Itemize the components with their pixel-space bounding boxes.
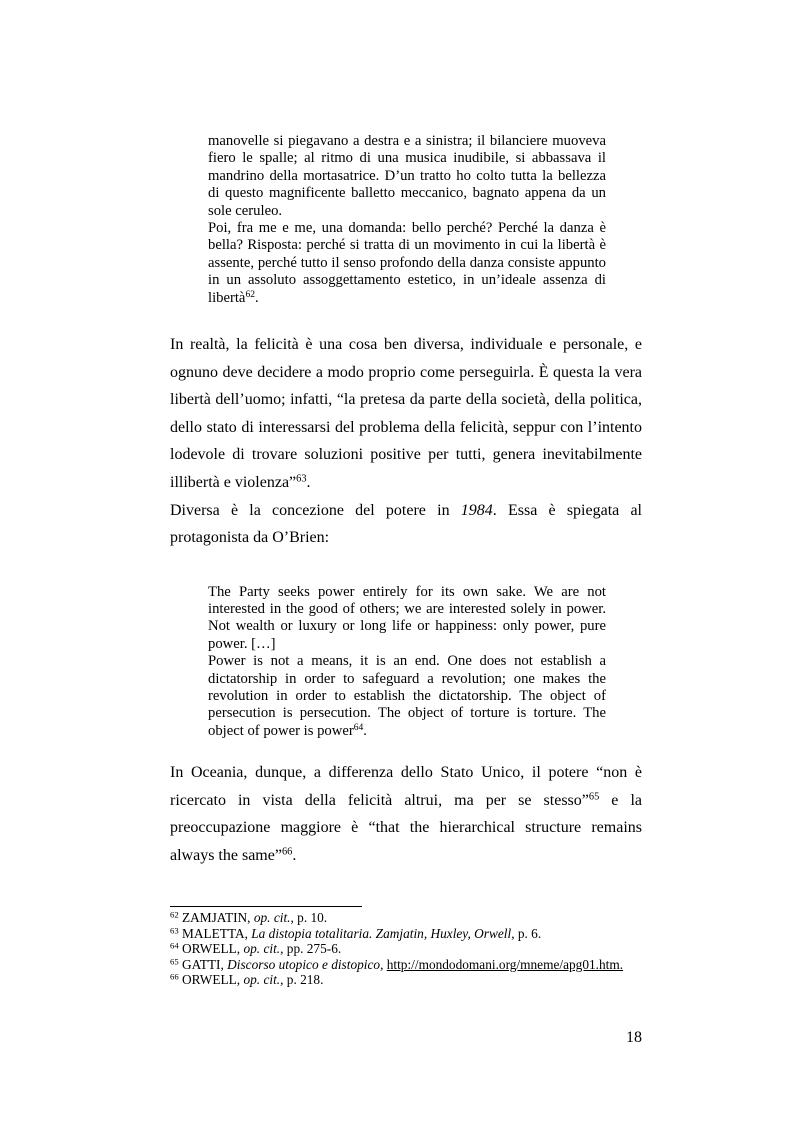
body-line: In Oceania, dunque, a differenza dello Stato Unico, il potere “non è [170,764,642,781]
body-text: . [306,473,311,491]
footnote-title: op. cit. [243,941,281,956]
footnote-number: 65 [170,955,179,966]
quote-line [208,290,606,307]
body-line: libertà dell’uomo; infatti, “la pretesa da parte della società, della politica, [170,391,642,409]
footnote-ref: 62 [245,289,255,300]
body-line: lodevole di trovare soluzioni positive per tutti, genera inevitabilmente [170,446,642,464]
block-quote-2 [208,584,606,741]
footnote-rest: , p. 218. [280,972,324,987]
footnote [170,957,642,973]
body-text: always the same” [170,846,282,864]
body-line [170,497,642,525]
footnote-author: MALETTA, [182,925,252,941]
quote-line: fiero le spalle; al ritmo di una musica inudibile, si abbassava il [208,150,606,167]
quote-text: libertà [208,289,246,306]
quote-line: Power is not a means, it is an end. One does not establish a [208,653,606,670]
body-text: ricercato in vista della felicità altrui, ma per se stesso” [170,791,589,809]
footnote [170,910,642,926]
footnote-rest: , [380,956,387,972]
body-line: ognuno deve decidere a modo proprio come perseguirla. È questa la vera [170,363,642,381]
quote-line: The Party seeks power entirely for its own sake. We are not [208,583,606,600]
quote-text: . [363,722,367,739]
footnote-rest: , pp. 275-6. [280,941,342,956]
body-text: . [292,846,297,864]
footnote [170,926,642,942]
quote-text: . [254,289,259,306]
quote-line [208,723,606,740]
body-line: In realtà, la felicità è una cosa ben diversa, individuale e personale, e [170,336,642,353]
block-quote-1 [208,133,606,307]
footnote-number: 62 [170,909,179,920]
footnote-link[interactable]: http://mondodomani.org/mneme/apg01.htm. [386,956,624,972]
book-title: 1984 [460,501,493,519]
footnote-title: Discorso utopico e distopico [227,956,381,972]
quote-line: assente, perché tutto il senso profondo della danza consiste appunto [208,254,606,271]
footnote-number: 64 [170,940,179,951]
quote-line: interested in the good of others; we are interested solely in power. [208,600,606,617]
footnote-author: GATTI, [182,956,228,972]
quote-line: dictatorship in order to safeguard a revolution; one makes the [208,670,606,687]
page-number: 18 [626,1029,642,1046]
body-line: dello stato di interessarsi del problema della felicità, seppur con l’intento [170,418,642,436]
footnotes [170,910,642,988]
body-text: Diversa è la concezione del potere in [170,501,461,519]
footnote-title: op. cit. [253,910,291,925]
quote-line: Not wealth or luxury or long life or happiness: only power, pure [208,618,606,635]
footnote-author: ORWELL, [182,972,244,987]
footnote-author: ZAMJATIN, [182,910,254,925]
body-text: . Essa è spiegata al [492,501,643,519]
quote-line: di questo magnificente balletto meccanico, bagnato appena da un [208,185,606,202]
footnote [170,941,642,957]
footnote-number: 63 [170,924,179,935]
footnote-rest: , p. 10. [290,910,328,925]
quote-line: mandrino della mortasatrice. D’un tratto ho colto tutta la bellezza [208,167,606,184]
body-line [170,842,642,870]
footnote-ref: 63 [296,473,307,485]
body-line [170,787,642,815]
footnote-ref: 64 [353,722,364,733]
footnote-ref: 66 [281,846,293,858]
body-line: protagonista da O’Brien: [170,529,330,547]
quote-line: bella? Risposta: perché si tratta di un movimento in cui la libertà è [208,237,606,254]
quote-line: sole ceruleo. [208,202,283,219]
footnote-title: La distopia totalitaria. Zamjatin, Huxley, Orwell [251,925,512,941]
footnote-number: 66 [170,971,179,982]
footnote-separator [170,906,362,907]
quote-line: revolution in order to establish the dictatorship. The object of [208,687,606,704]
body-paragraphs-1 [170,331,642,552]
quote-line: Poi, fra me e me, una domanda: bello perché? Perché la danza è [208,220,606,237]
footnote-ref: 65 [588,790,600,802]
quote-line: power. […] [208,635,276,652]
quote-line: manovelle si piegavano a destra e a sinistra; il bilanciere muoveva [208,133,606,149]
body-paragraph-3 [170,759,642,869]
quote-line: persecution is persecution. The object of torture is torture. The [208,705,606,722]
footnote-rest: , p. 6. [511,925,542,941]
body-text: e la [599,791,642,809]
footnote [170,972,642,988]
body-text: illibertà e violenza” [170,473,297,491]
footnote-title: op. cit. [243,972,281,987]
body-line [170,469,642,497]
quote-text: object of power is power [208,722,354,739]
footnote-author: ORWELL, [182,941,244,956]
body-line: preoccupazione maggiore è “that the hierarchical structure remains [170,819,642,837]
quote-line: in un assoluto assoggettamento estetico, in un’ideale assenza di [208,272,606,289]
